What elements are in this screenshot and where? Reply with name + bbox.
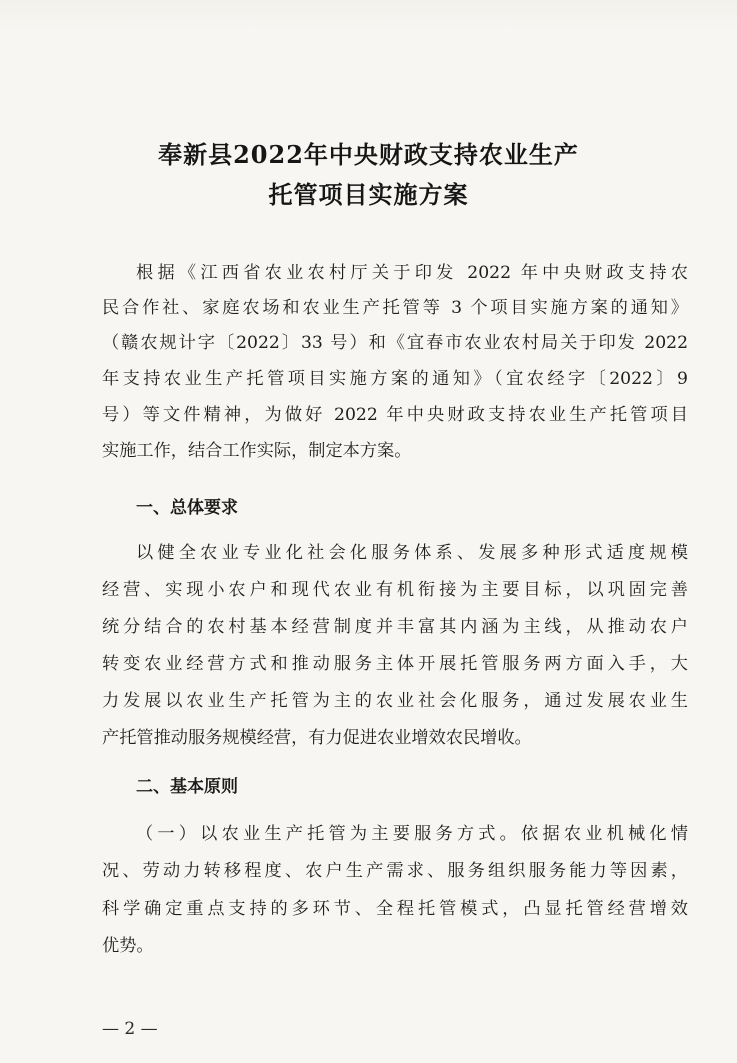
intro-line-6: 实施工作，结合工作实际，制定本方案。 xyxy=(102,441,412,461)
intro-line-3: （赣农规计字〔2022〕33 号）和《宜春市农业农村局关于印发 2022 xyxy=(102,333,688,353)
section1-line-2: 经营、实现小农户和现代农业有机衔接为主要目标，以巩固完善 xyxy=(102,580,688,600)
section1-line-1: 以健全农业专业化社会化服务体系、发展多种形式适度规模 xyxy=(136,543,688,563)
intro-line-2: 民合作社、家庭农场和农业生产托管等 3 个项目实施方案的通知》 xyxy=(102,298,688,318)
section1-line-6: 产托管推动服务规模经营，有力促进农业增效农民增收。 xyxy=(102,728,532,748)
section2-line-2: 况、劳动力转移程度、农户生产需求、服务组织服务能力等因素， xyxy=(102,861,688,881)
intro-line-5: 号）等文件精神，为做好 2022 年中央财政支持农业生产托管项目 xyxy=(102,405,688,425)
section1-line-4: 转变农业经营方式和推动服务主体开展托管服务两方面入手，大 xyxy=(102,654,688,674)
intro-line-4: 年支持农业生产托管项目实施方案的通知》（宜农经字〔2022〕9 xyxy=(102,369,688,389)
section1-line-5: 力发展以农业生产托管为主的农业社会化服务，通过发展农业生 xyxy=(102,691,688,711)
section-heading-overall-requirements: 一、总体要求 xyxy=(136,498,238,518)
section2-line-1: （一）以农业生产托管为主要服务方式。依据农业机械化情 xyxy=(136,824,688,844)
section1-line-3: 统分结合的农村基本经营制度并丰富其内涵为主线，从推动农户 xyxy=(102,617,688,637)
section2-line-3: 科学确定重点支持的多环节、全程托管模式，凸显托管经营增效 xyxy=(102,899,688,919)
intro-line-1: 根据《江西省农业农村厅关于印发 2022 年中央财政支持农 xyxy=(136,263,688,283)
document-title-line-1: 奉新县2022年中央财政支持农业生产 xyxy=(158,140,579,169)
page-number: — 2 — xyxy=(102,1019,158,1039)
section-heading-basic-principles: 二、基本原则 xyxy=(136,777,238,797)
section2-line-4: 优势。 xyxy=(102,936,154,956)
document-title-line-2: 托管项目实施方案 xyxy=(268,180,469,209)
